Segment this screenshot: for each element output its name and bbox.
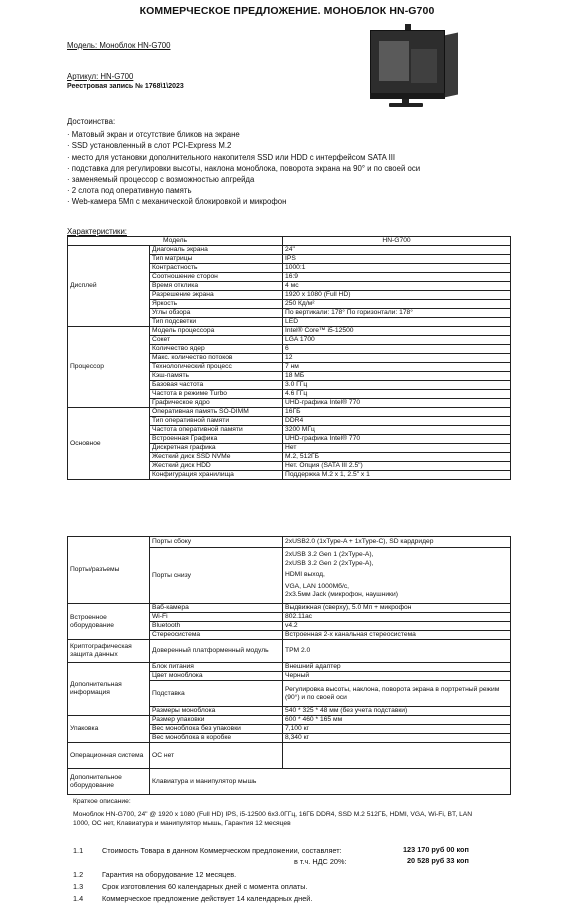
advantage-item: · подставка для регулировки высоты, наклона моноблока, поворота экрана на 90° и по своей оси xyxy=(67,163,421,173)
spec-table-main xyxy=(67,236,511,480)
row-label: Ваб-камера xyxy=(150,604,283,613)
row-value: Черный xyxy=(283,672,511,681)
row-value-addon: Клавиатура и манипулятор мышь xyxy=(150,769,511,795)
advantage-item: · Web-камера 5Мп с механической блокировкой и микрофон xyxy=(67,197,287,207)
article-line xyxy=(67,72,133,81)
model-text: Модель: Моноблок HN-G700 xyxy=(67,41,171,50)
row-value: IPS xyxy=(283,255,511,264)
term-num: 1.4 xyxy=(73,894,84,903)
row-label: Диагональ экрана xyxy=(150,246,283,255)
row-value: 1920 x 1080 (Full HD) xyxy=(283,291,511,300)
row-value: Поддержка M.2 x 1, 2.5" x 1 xyxy=(283,471,511,480)
term-num: 1.1 xyxy=(73,846,84,855)
row-value: 12 xyxy=(283,354,511,363)
header-model: Модель xyxy=(68,237,283,246)
header-value: HN-G700 xyxy=(283,237,511,246)
advantages-block xyxy=(67,116,420,208)
row-label: Блок питания xyxy=(150,663,283,672)
row-label: Bluetooth xyxy=(150,622,283,631)
row-label: Размер упаковки xyxy=(150,716,283,725)
row-value-ports-bottom xyxy=(283,548,511,604)
row-value: UHD-графика Intel® 770 xyxy=(283,435,511,444)
group-label: Основное xyxy=(68,408,150,480)
article-text: Артикул: HN-G700 xyxy=(67,72,134,81)
group-os: Операционная система xyxy=(68,743,150,769)
row-label: Соотношение сторон xyxy=(150,273,283,282)
row-value: Встроенная 2-х канальная стереосистема xyxy=(283,631,511,640)
row-value: 802.11ac xyxy=(283,613,511,622)
row-label-size: Размеры моноблока xyxy=(150,707,283,716)
port-line: HDMI выход, xyxy=(285,571,325,579)
row-label: Стереосистема xyxy=(150,631,283,640)
group-pack: Упаковка xyxy=(68,716,150,743)
row-value: v4.2 xyxy=(283,622,511,631)
port-line: VGA, LAN 1000Мб/с, xyxy=(285,582,350,590)
row-value: Intel® Core™ i5-12500 xyxy=(283,327,511,336)
table-row xyxy=(68,327,511,336)
row-label-tpm: Доверенный платформенный модуль xyxy=(150,640,283,663)
row-value-os: ОС нет xyxy=(150,743,283,769)
row-value-stand: Регулировка высоты, наклона, поворота экрана в портретный режим (90°) и по своей оси xyxy=(283,681,511,707)
monitor-back-panel xyxy=(444,33,458,98)
row-label: Жесткий диск SSD NVMe xyxy=(150,453,283,462)
group-label: Дисплей xyxy=(68,246,150,327)
row-value: 4.6 ГГц xyxy=(283,390,511,399)
short-desc-text: Моноблок HN-G700, 24" @ 1920 x 1080 (Full HD) IPS, i5-12500 6x3.0ГГц, 16ГБ DDR4, SSD M.2 512ГБ, HDMI, VGA, Wi-Fi, BT, LAN 1000, ОС нет, Клавиатура и манипулятор мышь, Гарантия 12 месяцев xyxy=(73,811,473,827)
row-value: 16ГБ xyxy=(283,408,511,417)
row-value: Внешний адаптер xyxy=(283,663,511,672)
row-value: 600 * 460 * 165 мм xyxy=(283,716,511,725)
row-label: Углы обзора xyxy=(150,309,283,318)
row-label: Тип оперативной памяти xyxy=(150,417,283,426)
row-label: Количество ядер xyxy=(150,345,283,354)
row-value: 7,100 кг xyxy=(283,725,511,734)
advantages-heading: Достоинства: xyxy=(67,117,116,126)
model-line xyxy=(67,41,170,50)
row-label: Тип матрицы xyxy=(150,255,283,264)
row-label: Контрастность xyxy=(150,264,283,273)
row-label-stand: Подставка xyxy=(150,681,283,707)
table-row xyxy=(68,408,511,417)
row-value: 8,340 кг xyxy=(283,734,511,743)
row-label: Вес моноблока без упаковки xyxy=(150,725,283,734)
row-label: Оперативная память SO-DIMM xyxy=(150,408,283,417)
row-label: Жесткий диск HDD xyxy=(150,462,283,471)
row-value: 18 МБ xyxy=(283,372,511,381)
row-label-ports-bottom: Порты снизу xyxy=(150,548,283,604)
row-label: Макс. количество потоков xyxy=(150,354,283,363)
row-label: Встроенная Графика xyxy=(150,435,283,444)
row-value: По вертикали: 178° По горизонтали: 178° xyxy=(283,309,511,318)
short-desc-heading: Краткое описание: xyxy=(73,798,131,805)
row-value: 250 Кд/м² xyxy=(283,300,511,309)
row-label: Wi-Fi xyxy=(150,613,283,622)
row-label: Тип подсветки xyxy=(150,318,283,327)
advantage-item: · место для установки дополнительного накопителя SSD или HDD с интерфейсом SATA III xyxy=(67,152,396,162)
port-line: 2xUSB 3.2 Gen 1 (2xType-A), xyxy=(285,551,374,559)
row-value: 7 нм xyxy=(283,363,511,372)
row-value: 16:9 xyxy=(283,273,511,282)
row-value-ports-side: 2xUSB2.0 (1xType-A + 1xType-C), SD кардридер xyxy=(283,537,511,548)
row-value: UHD-графика Intel® 770 xyxy=(283,399,511,408)
row-value: 3.0 ГГц xyxy=(283,381,511,390)
row-label: Технологический процесс xyxy=(150,363,283,372)
registry-line: Реестровая запись № 1768\1\2023 xyxy=(67,83,184,90)
group-ports: Порты/разъемы xyxy=(68,537,150,604)
row-value-size: 540 * 325 * 48 мм (без учета подставки) xyxy=(283,707,511,716)
advantage-item: · заменяемый процессор с возможностью апгрейда xyxy=(67,175,255,185)
row-value: Нет xyxy=(283,444,511,453)
row-value: 3200 МГц xyxy=(283,426,511,435)
port-line: 2x3.5мм Jack (микрофон, наушники) xyxy=(285,591,398,599)
row-label: Частота оперативной памяти xyxy=(150,426,283,435)
row-value: DDR4 xyxy=(283,417,511,426)
group-builtin: Встроенное оборудование xyxy=(68,604,150,640)
row-value: Нет. Опция (SATA III 2.5") xyxy=(283,462,511,471)
term-num: 1.2 xyxy=(73,870,84,879)
row-label: Конфигурация хранилища xyxy=(150,471,283,480)
row-label: Частота в режиме Turbo xyxy=(150,390,283,399)
row-value: 6 xyxy=(283,345,511,354)
table-row xyxy=(68,246,511,255)
term-text: Стоимость Товара в данном Коммерческом предложении, составляет: xyxy=(102,846,342,855)
row-value: M.2, 512ГБ xyxy=(283,453,511,462)
row-value: Выдвижная (сверху), 5.0 Мп + микрофон xyxy=(283,604,511,613)
row-value: 4 мс xyxy=(283,282,511,291)
monitor-base xyxy=(389,103,423,107)
term-num: 1.3 xyxy=(73,882,84,891)
row-label: Графическое ядро xyxy=(150,399,283,408)
row-label: Кэш-память xyxy=(150,372,283,381)
row-label: Яркость xyxy=(150,300,283,309)
row-value: LGA 1700 xyxy=(283,336,511,345)
term-text: Гарантия на оборудование 12 месяцев. xyxy=(102,870,237,879)
group-extra: Дополнительная информация xyxy=(68,663,150,716)
term-text: Коммерческое предложение действует 14 календарных дней. xyxy=(102,894,313,903)
group-crypto: Криптографическая защита данных xyxy=(68,640,150,663)
row-label: Цвет моноблока xyxy=(150,672,283,681)
row-value-tpm: TPM 2.0 xyxy=(283,640,511,663)
term-text-vat: в т.ч. НДС 20%: xyxy=(294,857,347,866)
port-line: 2xUSB 3.2 Gen 2 (2xType-A), xyxy=(285,559,374,567)
row-value: LED xyxy=(283,318,511,327)
group-label: Процессор xyxy=(68,327,150,408)
spec-table-extra xyxy=(67,536,511,795)
monitor-screen xyxy=(370,30,445,94)
row-empty xyxy=(283,743,511,769)
spec-heading: Характеристики: xyxy=(67,227,127,236)
term-text: Срок изготовления 60 календарных дней с момента оплаты. xyxy=(102,882,308,891)
group-addon: Дополнительное оборудование xyxy=(68,769,150,795)
row-label: Дискретная графика xyxy=(150,444,283,453)
row-label: Разрешение экрана xyxy=(150,291,283,300)
row-label: Базовая частота xyxy=(150,381,283,390)
row-label: Вес моноблока в коробке xyxy=(150,734,283,743)
advantage-item: · SSD установленный в слот PCI-Express M.2 xyxy=(67,141,232,151)
row-value: 1000:1 xyxy=(283,264,511,273)
document-title: КОММЕРЧЕСКОЕ ПРЕДЛОЖЕНИЕ. МОНОБЛОК HN-G700 xyxy=(139,5,435,17)
row-label: Сокет xyxy=(150,336,283,345)
row-label: Время отклика xyxy=(150,282,283,291)
advantage-item: · 2 слота под оперативную память xyxy=(67,186,192,196)
row-label: Модель процессора xyxy=(150,327,283,336)
advantage-item: · Матовый экран и отсутствие бликов на экране xyxy=(67,130,240,140)
row-label-ports-side: Порты сбоку xyxy=(150,537,283,548)
price-vat: 20 528 руб 33 коп xyxy=(407,856,469,865)
row-value: 24" xyxy=(283,246,511,255)
price-total: 123 170 руб 00 коп xyxy=(403,845,469,854)
